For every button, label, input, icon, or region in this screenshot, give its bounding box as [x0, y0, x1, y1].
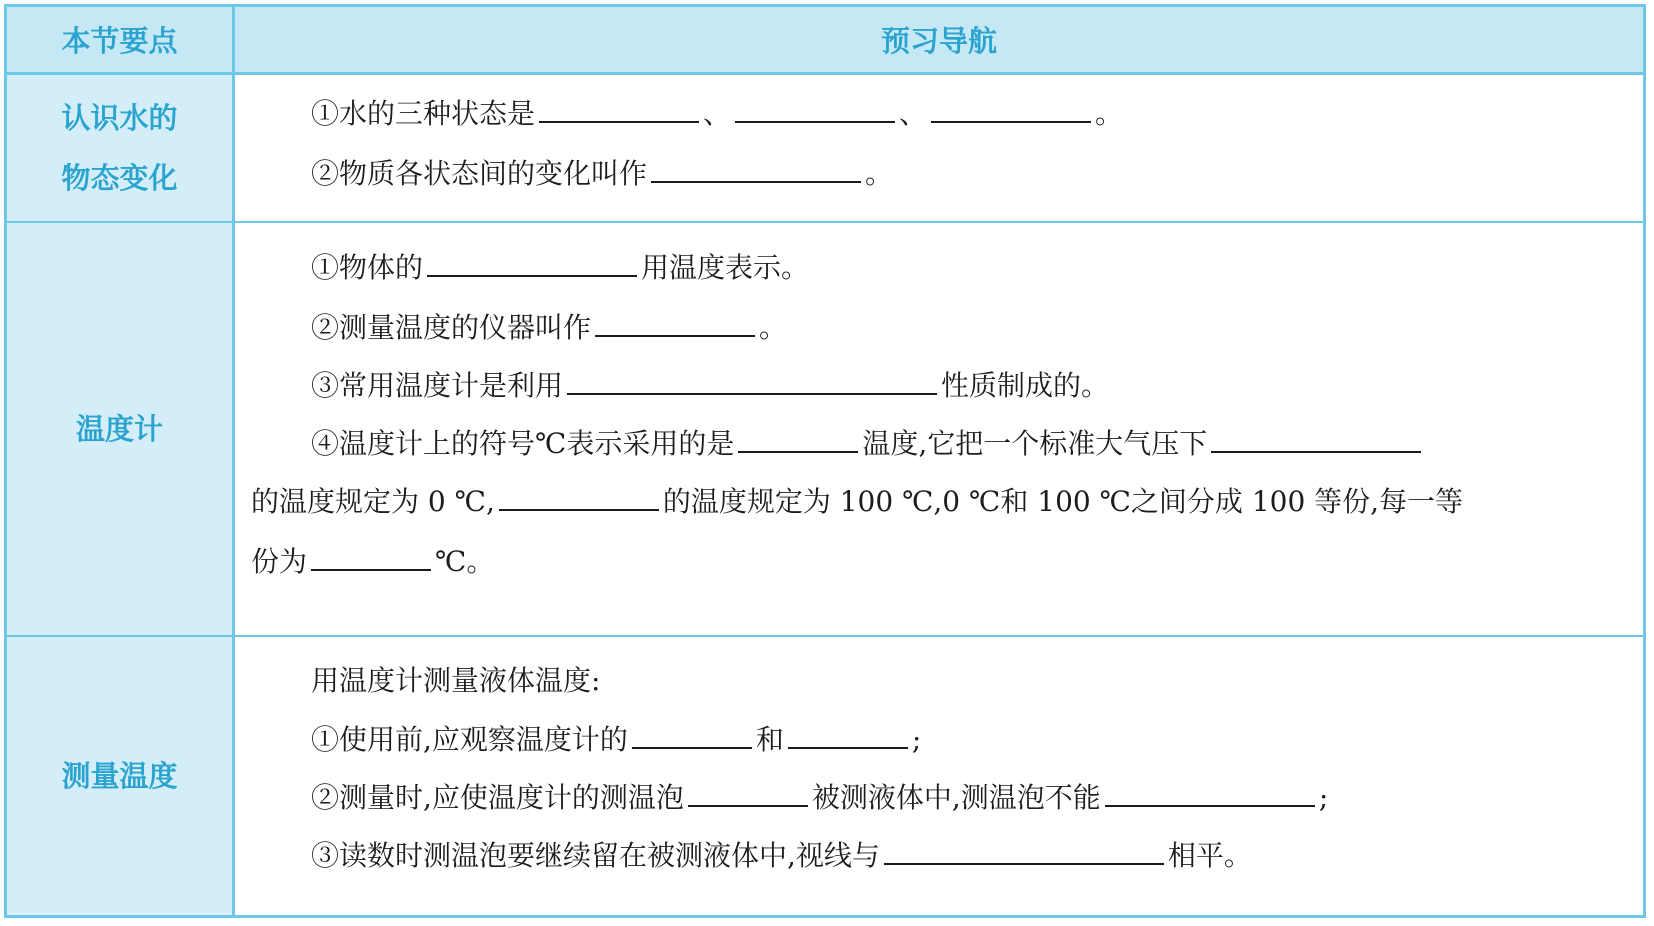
question-text: 用温度计测量液体温度:	[311, 664, 601, 697]
topic-line: 温度计	[75, 412, 163, 446]
question-text: ℃。	[435, 545, 495, 578]
question-line	[251, 541, 494, 582]
punctuation: 。	[759, 311, 788, 344]
answer-blank[interactable]	[632, 719, 752, 749]
answer-blank[interactable]	[651, 153, 861, 183]
answer-blank[interactable]	[688, 777, 808, 807]
answer-blank[interactable]	[738, 423, 858, 453]
answer-blank[interactable]	[427, 247, 637, 277]
answer-blank[interactable]	[595, 307, 755, 337]
header-key-points: 本节要点	[7, 7, 235, 75]
answer-blank[interactable]	[735, 93, 895, 123]
question-line	[311, 719, 921, 760]
question-line	[311, 247, 809, 288]
answer-blank[interactable]	[539, 93, 699, 123]
answer-blank[interactable]	[931, 93, 1091, 123]
topic-thermometer	[7, 223, 235, 637]
topic-measuring-temperature	[7, 637, 235, 915]
question-text: ④温度计上的符号℃表示采用的是	[311, 427, 735, 460]
topic-water-states	[7, 75, 235, 223]
punctuation: 。	[865, 157, 894, 190]
answer-blank[interactable]	[884, 835, 1164, 865]
question-text: ②测量时,应使温度计的测温泡	[311, 781, 684, 814]
question-text: 温度,它把一个标准大气压下	[862, 427, 1208, 460]
question-line	[311, 365, 1109, 406]
question-text: 份为	[251, 545, 308, 578]
question-line	[311, 661, 600, 701]
question-line	[311, 307, 787, 348]
question-text: ②物质各状态间的变化叫作	[311, 157, 648, 190]
section-thermometer	[235, 223, 1643, 637]
question-text: 相平。	[1167, 839, 1252, 872]
answer-blank[interactable]	[311, 541, 431, 571]
topic-line: 物态变化	[61, 161, 178, 195]
worksheet-table	[4, 4, 1646, 918]
question-line	[251, 481, 1463, 522]
answer-blank[interactable]	[788, 719, 908, 749]
question-text: ②测量温度的仪器叫作	[311, 311, 592, 344]
question-text: ①水的三种状态是	[311, 97, 536, 130]
question-text: 和	[755, 723, 784, 756]
question-text: ③常用温度计是利用	[311, 369, 564, 402]
topic-line: 测量温度	[61, 759, 178, 793]
question-line	[311, 835, 1252, 876]
separator: 、	[899, 97, 928, 130]
punctuation: 。	[1095, 97, 1124, 130]
question-text: ①使用前,应观察温度计的	[311, 723, 628, 756]
topic-line: 认识水的	[61, 101, 178, 135]
answer-blank[interactable]	[567, 365, 937, 395]
answer-blank[interactable]	[499, 481, 659, 511]
separator: 、	[703, 97, 732, 130]
question-text: 的温度规定为 100 ℃,0 ℃和 100 ℃之间分成 100 等份,每一等	[662, 485, 1464, 518]
punctuation: ;	[1318, 781, 1329, 814]
section-water-states	[235, 75, 1643, 223]
question-text: 用温度表示。	[641, 251, 810, 284]
question-text: ③读数时测温泡要继续留在被测液体中,视线与	[311, 839, 880, 872]
question-text: 被测液体中,测温泡不能	[811, 781, 1101, 814]
answer-blank[interactable]	[1105, 777, 1315, 807]
question-line	[311, 423, 1425, 464]
answer-blank[interactable]	[1211, 423, 1421, 453]
section-measuring-temperature	[235, 637, 1643, 915]
question-line	[311, 777, 1328, 818]
question-text: 的温度规定为 0 ℃,	[251, 485, 495, 518]
question-line	[311, 93, 1123, 134]
question-line	[311, 153, 893, 194]
question-text: ①物体的	[311, 251, 424, 284]
question-text: 性质制成的。	[941, 369, 1110, 402]
header-preview-guide: 预习导航	[235, 7, 1643, 75]
punctuation: ;	[911, 723, 922, 756]
